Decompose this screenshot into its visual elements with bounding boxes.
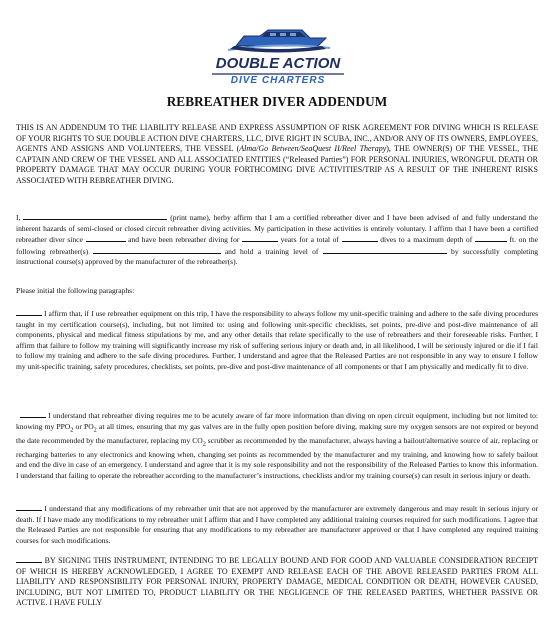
max-depth-field[interactable] xyxy=(475,234,507,242)
paragraph-text: at all times, ensuring that my gas valves are in the fully open position before diving, making sure my oxygen sensors are not expired or beyond the date recommended by the manufacturer, replacing my CO xyxy=(16,421,538,445)
intro-text: THIS IS AN ADDENDUM TO THE LIABILITY RELEASE AND EXPRESS ASSUMPTION OF RISK AGREEMENT FOR DIVING WHICH IS RELEASE OF YOUR RIGHTS TO SUE DOUBLE ACTION DIVE CHARTERS, LLC, DIVE RIGHT IN SCUBA, INC., AND/OR ANY OF ITS OWNERS, EMPLOYEES, AGENTS AND ASSIGNS AND VOLUNTEERS, THE VESSEL ( xyxy=(16,123,538,154)
initial-field[interactable] xyxy=(16,555,42,563)
initial-paragraph-modifications xyxy=(16,503,538,546)
initial-field[interactable] xyxy=(16,503,42,511)
certified-since-field[interactable] xyxy=(86,234,126,242)
logo-line1: DOUBLE ACTION xyxy=(215,55,341,72)
affirmation-paragraph xyxy=(16,212,538,268)
fill-text: (print name), herby affirm that I am a certified rebreather diver and I have been advised of and fully understand the inherent hazards of semi-closed or closed circuit rebreather diving activities. My participation in these activities is entirely voluntary. I affirm that I have been a certified rebreather diver since xyxy=(16,213,539,244)
paragraph-text: I understand that rebreather diving requires me to be acutely aware of far more information than diving on open circuit equipment, including but not limited to: knowing my PPO xyxy=(16,411,538,431)
fill-text: I, xyxy=(16,213,21,222)
paragraph-text: scrubber as recommended by the manufacturer, always having a bailout/alternative source of air, replacing or recharging batteries to any electronics and knowing when, changing set points as recommended by the manufacturer and my training, and knowing how to safely bailout and end the dive in case of an emergency. I understand and agree that it is my sole responsibility and not the responsibility of the Released Parties to know this information. I understand that failing to operate the rebreather according to the manufacturer’s instructions, checklists and/or my training course(s) can result in serious injury or death. xyxy=(16,435,538,480)
fill-text: and hold a training level of xyxy=(224,246,319,256)
paragraph-text: I understand that any modifications of my rebreather unit that are not approved by the manufacturer are extremely dangerous and may result in serious injury or death. If I have made any modifications to my rebreather unit I affirm that and I have completed any additional training courses required for such modifications. I agree that the Released Parties are not responsible for ensuring that any modifications to my rebreather are manufacturer approved or that I have completed any required training courses for such modifications. xyxy=(16,504,538,545)
subscript: 2 xyxy=(202,440,206,447)
initial-instruction: Please initial the following paragraphs: xyxy=(16,286,135,295)
subscript: 2 xyxy=(70,426,74,433)
company-logo xyxy=(198,22,358,88)
paragraph-text: or PO xyxy=(73,421,94,431)
paragraph-text: I affirm that, if I use rebreather equipment on this trip, I have the responsibility to always follow my unit-specific training and adhere to the safe diving procedures taught in my certification course(s), including, but not limited to: using and following unit-specific checklists, set points, pre-dive and post-dive maintenance of all components, physical and medical fitness stipulations by me, and any other details that relate specifically to the use of rebreathers and their foreseeable risks. Further, I affirm that failure to follow my training will significantly increase my risk of suffering serious injury or death and, in all likelihood, I will be seriously injured or die if I fail to follow my training and adhere to the safe diving procedures. Further, I understand and agree that the Released Parties are not responsible in any way to ensure I follow my unit-specific training, safety procedures, checklists, set points, pre-dive and post-dive maintenance of all components or that I am physically and medically fit to dive. xyxy=(16,309,539,371)
intro-text-cont: ), THE OWNER(S) OF THE VESSEL, THE CAPTAIN AND CREW OF THE VESSEL AND ALL ASSOCIATED ENTITIES (“Released Parties”) FOR PERSONAL INJURIES, WRONGFUL DEATH OR PROPERTY DAMAGE THAT MAY OCCUR DURING YOUR FORTHCOMING DIVE ACTIVITIES/TRIP AS A RESULT OF THE INHERENT RISKS ASSOCIATED WITH REBREATHER DIVING. xyxy=(16,144,539,185)
fill-text: ft. on the following rebreather(s) xyxy=(16,235,539,256)
fill-text: and have been rebreather diving for xyxy=(128,235,240,244)
training-level-field[interactable] xyxy=(323,246,447,254)
boat-logo-icon xyxy=(198,22,358,88)
vessel-names: Alma/Go Between/SeaQuest II/Reel Therapy xyxy=(239,144,387,154)
years-diving-field[interactable] xyxy=(242,234,278,242)
intro-paragraph xyxy=(16,123,538,187)
total-dives-field[interactable] xyxy=(342,234,378,242)
paragraph-text: BY SIGNING THIS INSTRUMENT, INTENDING TO BE LEGALLY BOUND AND FOR GOOD AND VALUABLE CONSIDERATION RECEIPT OF WHICH IS HEREBY ACKNOWLEDGED, I AGREE TO EXEMPT AND RELEASE EACH OF THE ABOVE RELEASED PARTIES FROM ALL LIABILITY AND RESPONSIBILITY FOR PERSONAL INJURY, PROPERTY DAMAGE, MEDICAL CONDITION OR DEATH, HOWEVER CAUSED, INCLUDING, BUT NOT LIMITED TO, PRODUCT LIABILITY OR THE NEGLIGENCE OF THE RELEASED PARTIES, WHETHER PASSIVE OR ACTIVE. I HAVE FULLY xyxy=(16,556,539,608)
rebreather-models-field[interactable] xyxy=(93,246,221,254)
initial-field[interactable] xyxy=(16,308,42,316)
logo-line2: DIVE CHARTERS xyxy=(230,75,326,86)
subscript: 2 xyxy=(93,426,97,433)
initial-paragraph-training xyxy=(16,308,538,372)
initial-paragraph-awareness xyxy=(16,410,538,481)
fill-text: dives to a maximum depth of xyxy=(380,235,473,244)
document-title: REBREATHER DIVER ADDENDUM xyxy=(166,94,388,109)
print-name-field[interactable] xyxy=(23,212,167,220)
initial-field[interactable] xyxy=(20,410,46,418)
fill-text: years for a total of xyxy=(280,235,339,244)
fill-text: by successfully completing instructional course(s) approved by the manufacturer of the rebreather(s). xyxy=(16,246,539,266)
initial-paragraph-release xyxy=(16,555,538,609)
